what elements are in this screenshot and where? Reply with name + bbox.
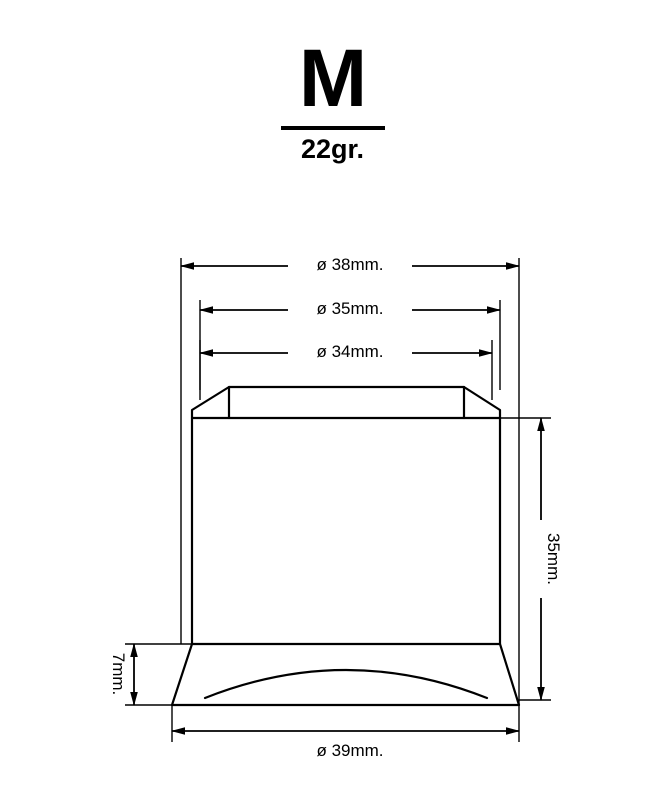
dimension-height-total bbox=[529, 418, 563, 700]
cap-base-arc bbox=[205, 670, 487, 698]
dimension-base-diameter bbox=[172, 731, 519, 760]
dimension-label-outer-top: ø 38mm. bbox=[316, 255, 384, 274]
dimension-inner bbox=[200, 339, 492, 361]
size-letter: M bbox=[298, 33, 367, 124]
dimension-height-base bbox=[99, 640, 134, 710]
dimension-label-height-total: 35mm. bbox=[544, 533, 563, 585]
dimension-label-mid: ø 35mm. bbox=[316, 299, 384, 318]
dimension-mid bbox=[200, 296, 500, 318]
cap-base-path bbox=[172, 644, 519, 705]
cap-body-path bbox=[192, 387, 500, 644]
dimension-label-inner: ø 34mm. bbox=[316, 342, 384, 361]
cap-outline bbox=[172, 387, 519, 705]
dimension-label-base-diameter: ø 39mm. bbox=[316, 741, 384, 760]
dimension-outer-top bbox=[181, 252, 519, 274]
size-weight: 22gr. bbox=[300, 134, 365, 164]
dimension-label-height-base: 7mm. bbox=[109, 652, 128, 696]
